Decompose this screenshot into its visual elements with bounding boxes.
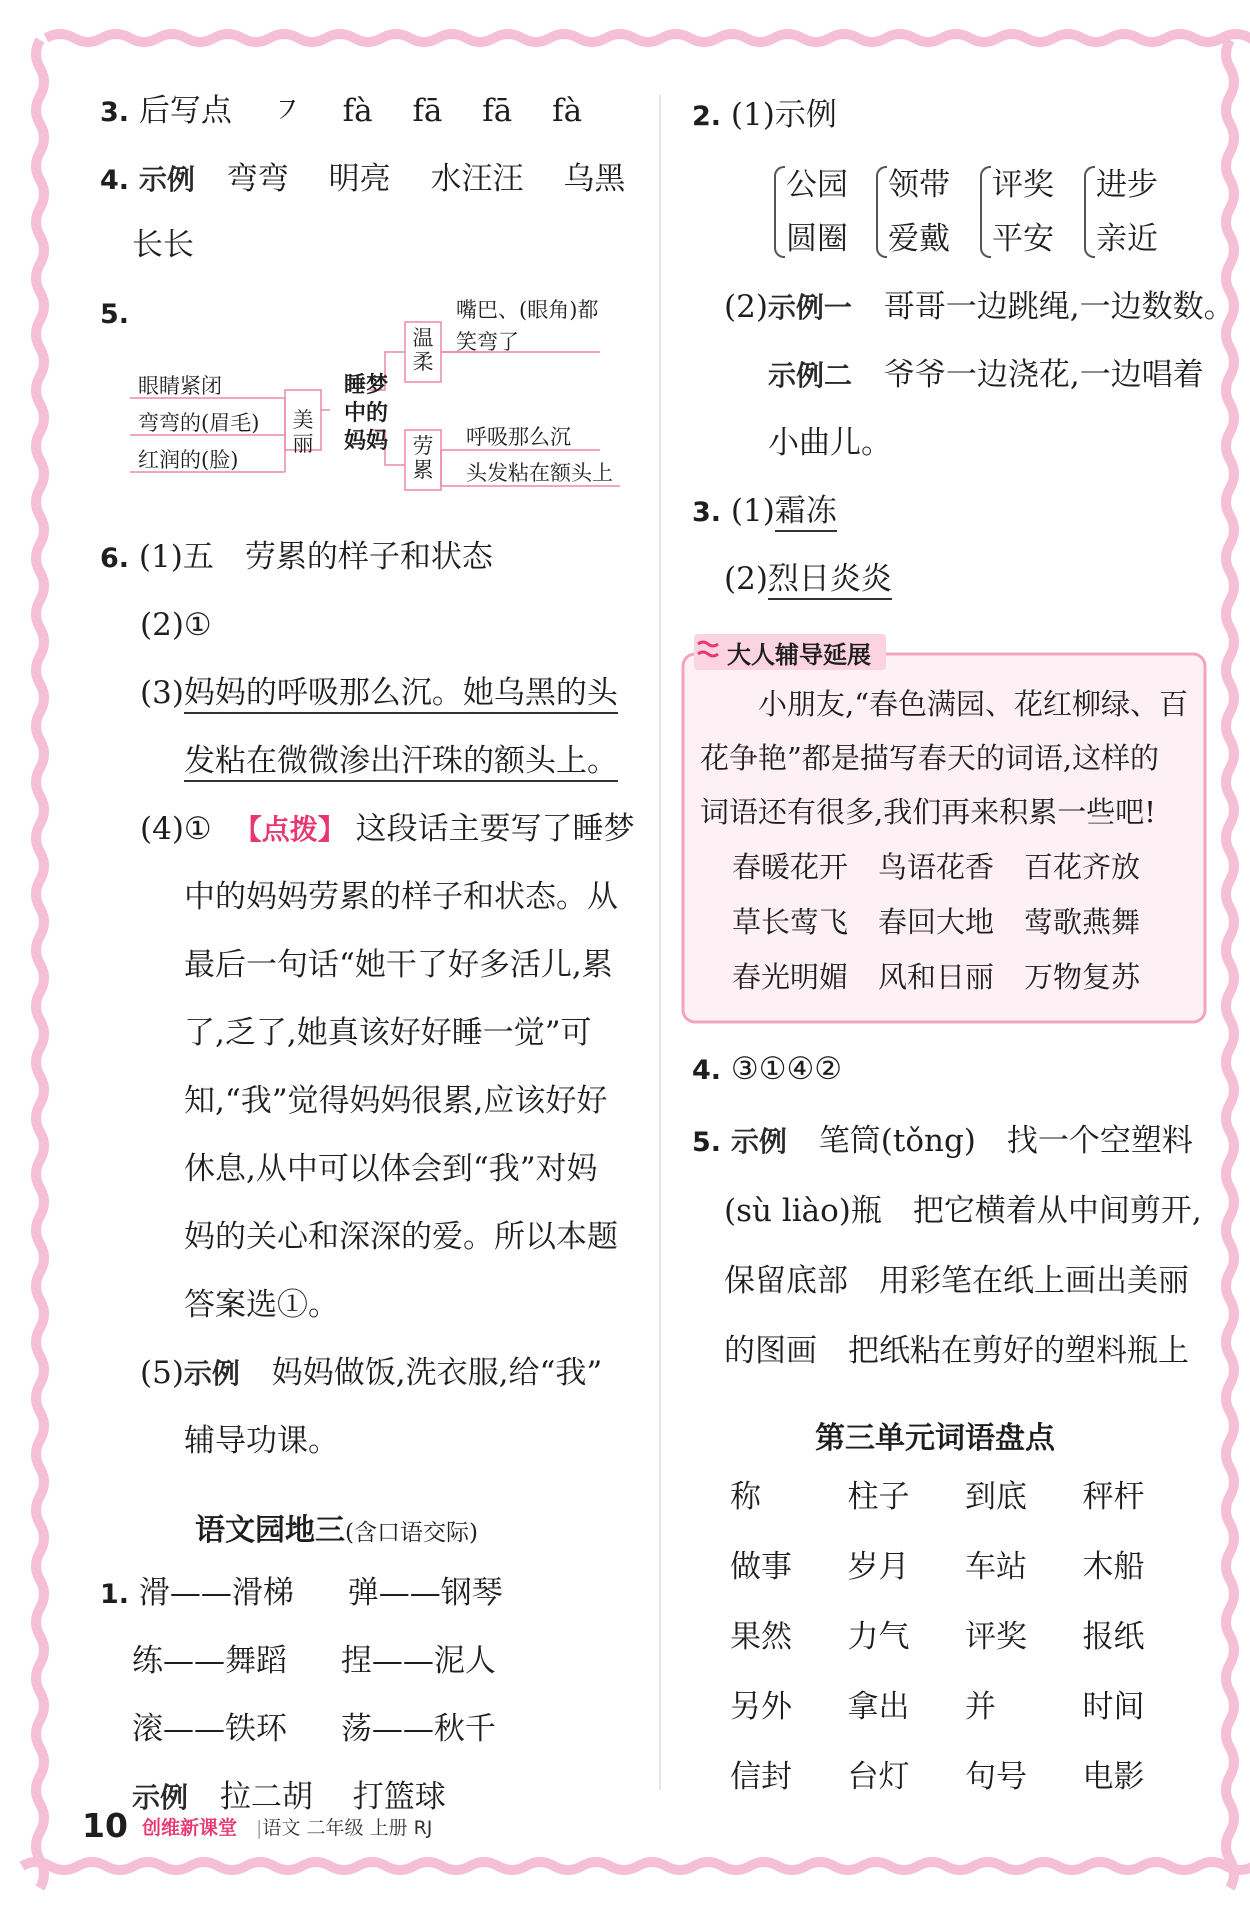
word-grid [730,1478,1200,1828]
q6-p4-line2: 中的妈妈劳累的样子和状态。从 [184,879,618,915]
word-cell: 车站 [965,1549,1027,1585]
edition: RJ [413,1817,433,1839]
q6-p5-line1: (5)示例 妈妈做饭,洗衣服,给“我” [140,1355,603,1391]
word-cell: 台灯 [847,1759,910,1795]
example-label: 示例一 [767,291,852,324]
q6-p2: (2)① [140,607,212,643]
left-q6-p1: 6. (1)五 劳累的样子和状态 [100,539,493,575]
word-cell: 果然 [730,1619,792,1655]
book-info: |语文 二年级 上册 RJ [256,1817,433,1839]
example-label: 示例 [730,1125,787,1158]
page-number: 10 [82,1806,128,1845]
q6-p4-line5: 知,“我”觉得妈妈很累,应该好好 [184,1083,608,1119]
word-cell: 电影 [1082,1759,1145,1795]
section-title-garden: 语文园地三(含口语交际) [195,1513,478,1548]
section-title-words: 第三单元词语盘点 [815,1421,1055,1456]
right-q5-line4: 的图画 把纸粘在剪好的塑料瓶上 [724,1333,1189,1369]
example-label: 示例 [132,1781,189,1814]
box-line-3: 词语还有很多,我们再来积累一些吧! [700,795,1156,829]
word-cell: 力气 [847,1619,910,1655]
idiom-row-3: 春光明媚 风和日丽 万物复苏 [732,960,1141,994]
example-label: 示例二 [768,359,853,392]
left-branch-item-3: 红润的(脸) [138,448,239,472]
question-number: 4. [692,1055,722,1086]
idiom-row-1: 春暖花开 鸟语花香 百花齐放 [732,850,1141,884]
word-grid-row [730,1548,1200,1618]
question-number: 4. [100,165,130,196]
top-branch-text-2: 笑弯了 [456,330,519,354]
question-number: 1. [100,1579,130,1610]
q3-text: 后写点 [138,93,232,129]
stroke-glyph: ㇇ [271,93,303,129]
word-cell: 信封 [730,1759,792,1795]
question-number: 2. [692,101,722,132]
pinyin-4: fà [552,93,583,129]
bottom-branch-label: 劳累 [412,434,434,482]
right-q2-ex2-line2: 小曲儿。 [768,425,892,461]
right-q2-ex1: (2)示例一 哥哥一边跳绳,一边数数。 [724,289,1235,325]
word-cell: 时间 [1082,1689,1145,1725]
word-cell: 拿出 [847,1689,910,1725]
word-pair-1: 公园 圆圈 [774,158,848,266]
word-pair-2: 领带 爱戴 [876,158,950,266]
word-cell: 岁月 [847,1549,910,1585]
frame-bottom-wave [22,1862,1250,1870]
mind-map-center: 睡梦中的妈妈 [344,373,389,454]
word-cell: 评奖 [965,1619,1027,1655]
q4-word-4: 乌黑 [563,161,626,197]
garden-row-1: 1. 滑——滑梯 弹——钢琴 [100,1575,503,1611]
word-grid-row [730,1758,1200,1828]
q4-word-2: 明亮 [328,161,391,197]
right-q2-ex2: 示例二 爷爷一边浇花,一边唱着 [768,357,1204,393]
word-cell: 秤杆 [1082,1479,1145,1515]
extension-box-title: 大人辅导延展 [727,641,871,669]
word-cell: 句号 [965,1759,1027,1795]
garden-row-2: 练——舞蹈 捏——泥人 [132,1643,496,1679]
question-number: 6. [100,543,130,574]
section-note: (含口语交际) [345,1520,478,1546]
bottom-branch-item-1: 呼吸那么沉 [466,425,571,449]
idiom-row-2: 草长莺飞 春回大地 莺歌燕舞 [732,905,1141,939]
word-pair-3: 评奖 平安 [980,158,1054,266]
right-q3-p2: (2)烈日炎炎 [724,560,892,598]
garden-row-3: 滚——铁环 荡——秋千 [132,1711,496,1747]
word-pair-4: 进步 亲近 [1084,158,1158,266]
pinyin-1: fà [342,93,373,129]
bottom-branch-item-2: 头发粘在额头上 [466,461,613,485]
pinyin-3: fā [482,93,513,129]
right-q5-line3: 保留底部 用彩笔在纸上画出美丽 [724,1263,1189,1299]
brand-name: 创维新课堂 [142,1817,238,1839]
word-cell: 另外 [730,1689,792,1725]
grade: 二年级 [306,1817,364,1839]
q4-word-1: 弯弯 [226,161,289,197]
q6-p4-line4: 了,乏了,她真该好好睡一觉”可 [184,1015,592,1051]
frame-top-wave [46,34,1250,42]
example-label: 示例 [138,163,195,196]
word-cell: 称 [730,1479,761,1515]
right-q5-line1: 5. 示例 笔筒(tǒng) 找一个空塑料 [692,1123,1193,1159]
q6-p3-line1: (3)妈妈的呼吸那么沉。她乌黑的头 [140,674,618,712]
word-grid-row [730,1478,1200,1548]
q6-p4-line7: 妈的关心和深深的爱。所以本题 [184,1219,618,1255]
word-grid-row [730,1618,1200,1688]
word-cell: 柱子 [847,1479,910,1515]
word-cell: 到底 [965,1479,1027,1515]
subject: 语文 [262,1817,301,1839]
left-branch-item-2: 弯弯的(眉毛) [138,411,260,435]
frame-left-wave [36,40,44,1888]
question-number: 5. [692,1127,722,1158]
word-cell: 木船 [1082,1549,1145,1585]
word-cell: 并 [965,1689,996,1725]
box-line-2: 花争艳”都是描写春天的词语,这样的 [700,741,1160,775]
question-number: 3. [692,497,722,528]
box-line-1: 小朋友,“春色满园、花红柳绿、百 [758,687,1189,721]
word-grid-row [730,1688,1200,1758]
hint-label: 【点拨】 [233,813,346,846]
left-q4 [100,160,625,200]
q4-word-3: 水汪汪 [430,161,524,197]
q6-p3-line2: 发粘在微微渗出汗珠的额头上。 [184,742,618,780]
top-branch-label: 温柔 [412,326,434,374]
right-q3-p1: 3. (1)霜冻 [692,492,837,532]
question-number: 3. [100,97,130,128]
word-cell: 报纸 [1082,1619,1145,1655]
left-branch-item-1: 眼睛紧闭 [138,374,222,398]
volume: 上册 [369,1817,408,1839]
left-branch-label: 美丽 [292,408,314,456]
q4-word-5: 长长 [132,227,194,263]
word-cell: 做事 [730,1549,792,1585]
right-q2-p1: 2. (1)示例 [692,97,837,133]
q6-p4-line8: 答案选①。 [184,1287,339,1323]
left-q3 [100,92,582,132]
q6-p4-line1: (4)① 【点拨】 这段话主要写了睡梦 [140,811,635,847]
q6-p5-line2: 辅导功课。 [184,1423,339,1459]
garden-example: 示例 拉二胡 打篮球 [132,1779,446,1815]
left-q5-number: 5. [100,299,130,330]
right-q4: 4. ③①④② [692,1051,843,1087]
pinyin-2: fā [412,93,443,129]
top-branch-text-1: 嘴巴、(眼角)都 [456,298,599,322]
q6-p4-line6: 休息,从中可以体会到“我”对妈 [184,1151,598,1187]
right-q5-line2: (sù liào)瓶 把它横着从中间剪开, [724,1193,1202,1229]
q6-p4-line3: 最后一句话“她干了好多活儿,累 [184,947,613,983]
example-label: 示例 [183,1357,240,1390]
